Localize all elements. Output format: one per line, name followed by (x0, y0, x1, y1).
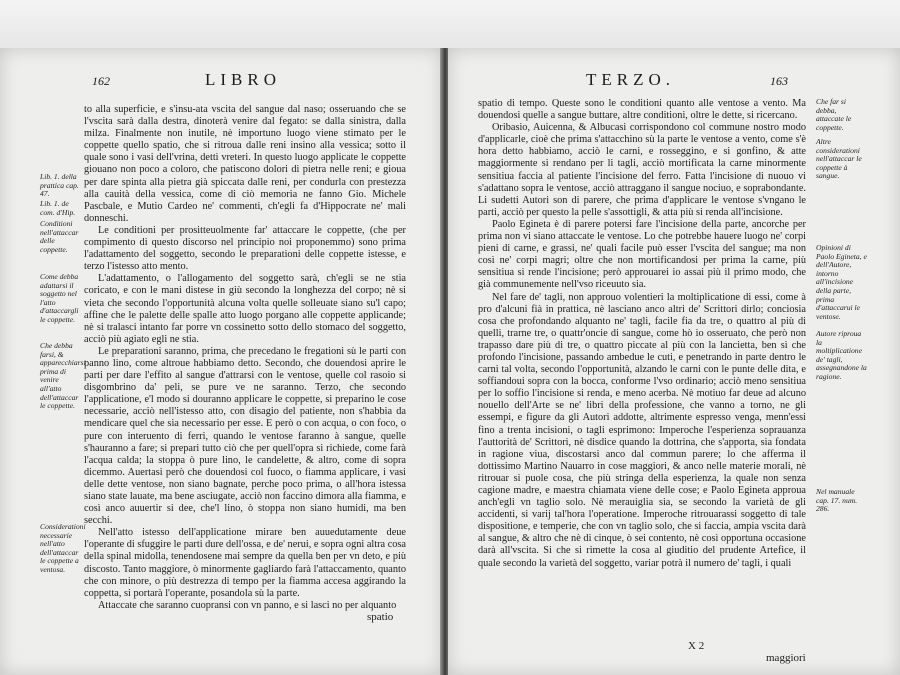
running-head-right: TERZO. (586, 70, 676, 89)
right-body-text (478, 98, 806, 570)
scanner-background (0, 0, 900, 53)
paragraph: Nel fare de' tagli, non approuo volentieri la moltiplicatione di essi, come à pro d'alcuni fià in prattica, nè lasciano anco altri de' Scrittori dirlo; conciosia cosa che profondando alquanto ne' tagli, facile fia da tre, o quattro al più di quelli, trarne tre, o quattr'oncie di sangue, come hò io osseruato, che però non trapasso dare più di tre, o quattro piccate al più con la lancietta, ben sì che profondo l'incisione, passando ambedue le cuti, e penetrando in parte dentro le carni tal volta, secondo l'opportunità, alzando le carni con le punte delle dita, e soffiandoui sopra con la bocca, conforme l'vso ordinario; acciò meno sensitiua per lo soffio l'incisione si renda, e meno acerba. Nè motiuo far deue ad alcuno nouello dell'Arte se ne' libri della professione, che vanno a torno, ne gli essempi, e figure da gli Autori addotte, altrimente espresso venga, menn'essi fino a trenta incisioni, o tagli esprimono: Imperoche l'esperienza soprauanza l'auttorità de' Scrittori, nè disdice quando la dottrina, che s'apporta, sia fondata in ragione viua, discostarsi anco dal commun parere; lo che afferma il dottissimo Martino Nauarro in cose maggiori, & anco nelle materie morali, nè ritrouar si puole cosa, che più stringa della esperienza, la quale non senza cagione madre, e maestra chiamata viene delle cose; e Paolo Egineta approua anch'egli vn taglio solo. Nè merauiglia sia, se secondo la varietà de gli accidenti, si varij tal'hora l'operatione. Imperoche ritrouarassi soggetto di tale dispositione, e temperie, che con vn taglio solo, che si faccia, ampia vscita darà al sangue, & altro che nè di cinque, ò sei contento, nè così opportuna occasione darà all'vscita. Si che si rimette la cosa al giuditio del prudente Artefice, il quale secondo la varietà del soggetto, variar potrà il numero de' tagli, i quali (478, 291, 806, 569)
right-page (448, 48, 900, 675)
margin-note: Conditioni nell'attaccar delle coppette. (40, 219, 79, 254)
paragraph: Attaccate che saranno cuopransi con vn panno, e si lasci no per alquanto (98, 599, 397, 611)
left-page (0, 48, 442, 675)
margin-note: Lib. 1. de com. d'Hip. (40, 199, 76, 217)
margin-note: Come debba adattarsi il soggetto nel l'atto d'attaccargli le coppette. (40, 272, 79, 324)
catchword-right: maggiori (766, 652, 806, 664)
paragraph: Le preparationi saranno, prima, che precedano le fregationi sù le parti con panno lino, come altroue habbiamo detto. Secondo, che douendosi aprire le parti per dare l'effito al sangue d'attrarsi con le ventose, quelle col rasoio si disgombrino da' peli, se pure ve ne saranno. Terzo, che secondo l'applicatione, e'l modo si douranno applicare le coppette, si preparino le cose necessarie, acciò nell'istesso atto, con disagio del patiente, non s'habbia da mendicare quel che sia necessario per esse. E però o con acqua, o con foco, o pure con interuento di ferri, quando le ventose faranno à sangue, quelle s'hauranno a fare; si prepari tutto ciò che per quell'opra si richiede, come farà l'acqua calda; la stoppa ò pure lino, le candelette, & altro, come di sopra dicemmo. Auertasi però che douendosi col fuoco, o fiamma applicare, i vasi delle dette ventose, non siano bagnate, perche poco prima, o all'hora istessa siano state lauate, ma bene asciugate, acciò non faccino dimora alla fiamma, e così anco auuertir si dee, che'l lino, ò stoppa non siano humidi, ma ben secchi. (84, 345, 406, 527)
paragraph: Oribasio, Auicenna, & Albucasi corrispondono col commune nostro modo d'applicarle, cioè che prima s'attacchino sù la parte le ventose a vento, come s'è hora detto habbiamo, acciò le carni, e rosseggino, e si gonfino, & atte maggiormente si rendano per li tagli, acciò mortificata la carne minormente sensitiua faccia al patiente l'incisione del ferro. Fatta l'incisione di nuouo vi s'adattano sopra le ventose, acciò attraggano il sangue nociuo, e soprabondante. Li sudetti Autori son di parere, che prima d'applicare le ventose s'vngano le parti, acciò per questo la pelle s'assottigli, & atta più si renda all'incisione. (478, 122, 806, 218)
left-body-text (84, 104, 406, 612)
margin-note: Che far si debba, attaccate le coppette. (816, 97, 852, 132)
catchword-left: spatio (367, 611, 394, 623)
paragraph: Paolo Egineta è di parere potersi fare l'incisione della parte, ancorche per prima non vi siano attaccate le ventose. Lo che potrebbe hauere luogo ne' corpi pieni di carne, e grassi, ne' quali facile può esser l'vscita del sangue; ma non così ne' corpi magri; oltre che non mortificandosi per prima la carne, più sensitiua si rende l'incisione; però approuarei io assai più il primo modo, che già communemente nell'vso riceuuto sia. (478, 218, 806, 291)
paragraph: Le conditioni per prositteuolmente far' attaccare le coppette, (che per compimento di questo discorso nel principio noi proponemmo) sono prima l'adattamento del soggetto, secondo le preparationi delle coppette istesse, e terzo l'istesso atto mento. (84, 224, 406, 273)
margin-note: Lib. 1. della prattica cap. 47. (40, 172, 79, 199)
paragraph: L'adattamento, o l'allogamento del soggetto sarà, ch'egli se ne stia coricato, e con le mani distese in giù secondo la longhezza del corpo; nè si vieta che secondo l'opportunità alcuna volta quelle solleuate siano su'l capo; affine che le palette delle spalle atto luogo porgano alle coppette applicande; nè si tralasci intanto far porre vn cossinetto sotto dello stomaco del soggetto, acciò più agiato egli ne stia. (84, 273, 406, 345)
paragraph: to alla superficie, e s'insu-ata vscita del sangue dal naso; osseruando che se l'vscita sarà dalla destra, dinoterà venire dal fegato: se dalla sinistra, dalla milza. Finalmente non inutile, nè importuno luogo viene stimato per le coppette quello spatio, che si ritroua dalle reni insino alla vessica; sotto il quale sono i vasi dell'vrina, detti vreteri. In questo luogo applicate le coppette giouano non poco a coloro, che patiscono dolori di pietra nelle reni; e gioua per dare spinta alla pietra già spiccata dalle reni, per condurla con prestezza alla cauità della vessica, come di ciò memoria ne fanno Gio. Michele Pascbale, e Mutio Cardeo ne' commenti, ch'egli fa d'Hippocrate ne' mali donneschi. (84, 104, 406, 224)
margin-note: Altre considerationi nell'attaccar le coppette à sangue. (816, 137, 862, 181)
paragraph: spatio di tempo. Queste sono le conditioni quanto alle ventose a vento. Ma douendosi quelle a sangue buttare, altre conditioni, oltre le dette, si ricercano. (478, 98, 806, 122)
margin-note: Che debba farsi, & apparecchiarsi prima di venire all'atto dell'attaccar le coppette. (40, 341, 86, 411)
margin-note: Opinioni di Paolo Egineta, e dell'Autore, intorno all'incisione della parte, prima d'attaccarui le ventose. (816, 243, 867, 321)
signature-mark: X 2 (688, 640, 705, 652)
page-number-right: 163 (770, 74, 788, 88)
margin-note: Nel manuale cap. 17. num. 286. (816, 487, 858, 514)
margin-note: Autore riproua la moltiplicatione de' tagli, assegnandone la ragione. (816, 329, 867, 381)
page-number-left: 162 (92, 74, 110, 88)
running-head-left: LIBRO (205, 70, 281, 89)
margin-note: Considerationi necessarie nell'atto dell'attaccar le coppette a ventosa. (40, 522, 86, 574)
paragraph: Nell'atto istesso dell'applicatione mirare ben auuedutamente deue l'operante di sfuggire le parti dure dell'ossa, e de' nerui, e sopra ogni altra cosa della spinal midolla, tenendosene mai sempre da quella ben per vn deto, e più discosto. Tanto maggiore, ò minormente gagliardo farà l'attaccamento, quanto che con minore, o più destrezza di tempo per la fiamma accesa aggirando la coppetta, si portarà l'operante, posandola sù la parte. (84, 527, 406, 599)
